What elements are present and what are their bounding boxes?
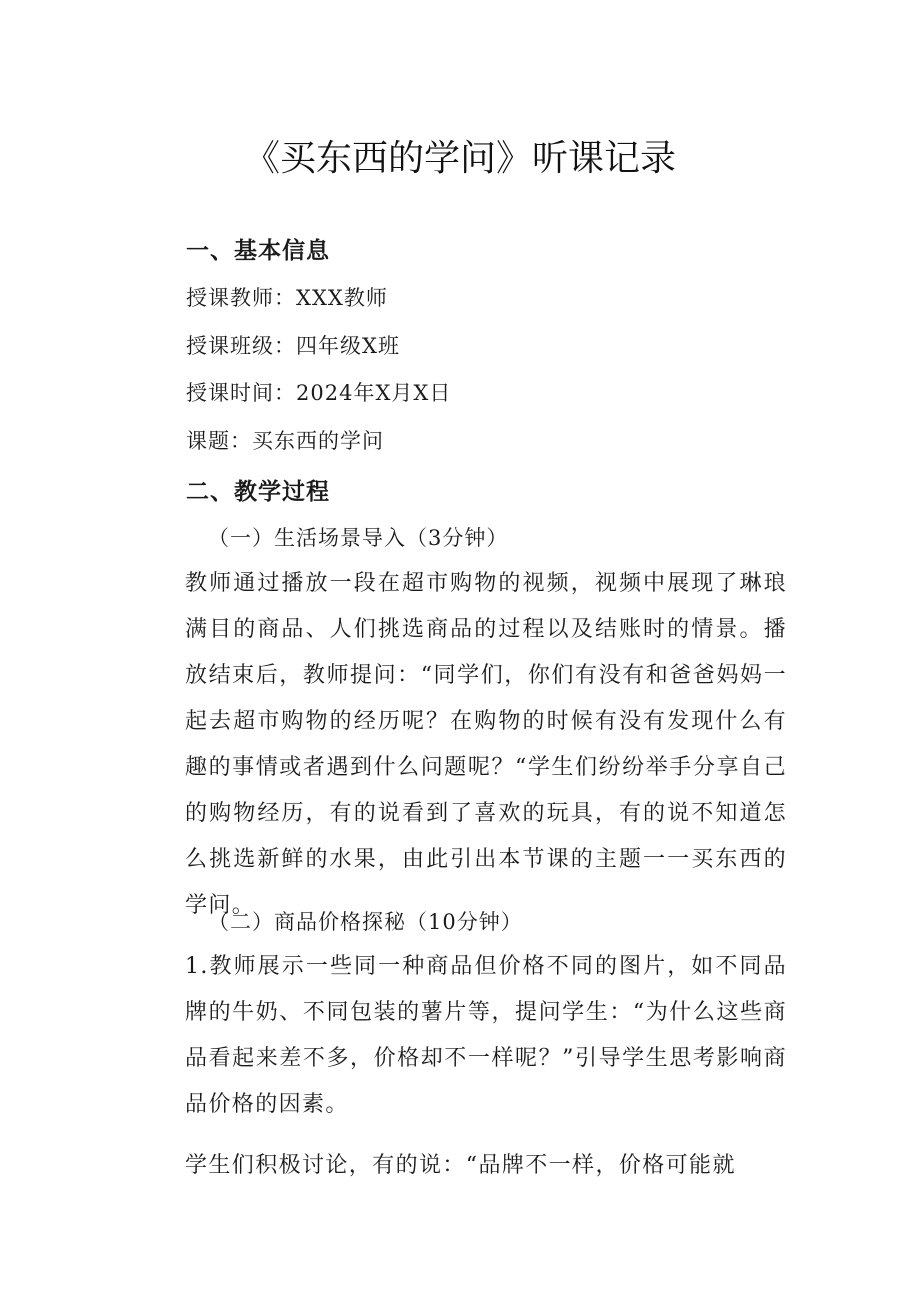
info-class: 授课班级：四年级X班 (186, 334, 400, 358)
paragraph-price-2-text: 学生们积极讨论，有的说：“品牌不一样，价格可能就 (185, 1153, 736, 1178)
paragraph-intro (137, 561, 787, 929)
section-heading-teaching-process: 二、教学过程 (186, 479, 330, 505)
info-teacher: 授课教师：XXX教师 (186, 286, 388, 310)
section-heading-basic-info: 一、基本信息 (186, 238, 330, 264)
paragraph-price-2 (137, 1143, 787, 1189)
info-time: 授课时间：2024年X月X日 (186, 381, 452, 405)
paragraph-price-1-text: 1.教师展示一些同一种商品但价格不同的图片，如不同品牌的牛奶、不同包装的薯片等，提问学生：“为什么这些商品看起来差不多，价格却不一样呢？”引导学生思考影响商品价格的因素。 (185, 954, 787, 1117)
info-topic: 课题：买东西的学问 (186, 429, 384, 453)
paragraph-intro-text: 教师通过播放一段在超市购物的视频，视频中展现了琳琅满目的商品、人们挑选商品的过程以及结账时的情景。播放结束后，教师提问：“同学们，你们有没有和爸爸妈妈一起去超市购物的经历呢？在购物的时候有没有发现什么有趣的事情或者遇到什么问题呢？“学生们纷纷举手分享自己的购物经历，有的说看到了喜欢的玩具，有的说不知道怎么挑选新鲜的水果，由此引出本节课的主题一一买东西的学问。 (185, 571, 787, 918)
subsection-heading-intro: （一）生活场景导入（3分钟） (208, 526, 509, 550)
paragraph-price-1 (137, 944, 787, 1128)
subsection-heading-price: （二）商品价格探秘（10分钟） (208, 910, 523, 934)
document-title: 《买东西的学问》听课记录 (243, 138, 676, 179)
